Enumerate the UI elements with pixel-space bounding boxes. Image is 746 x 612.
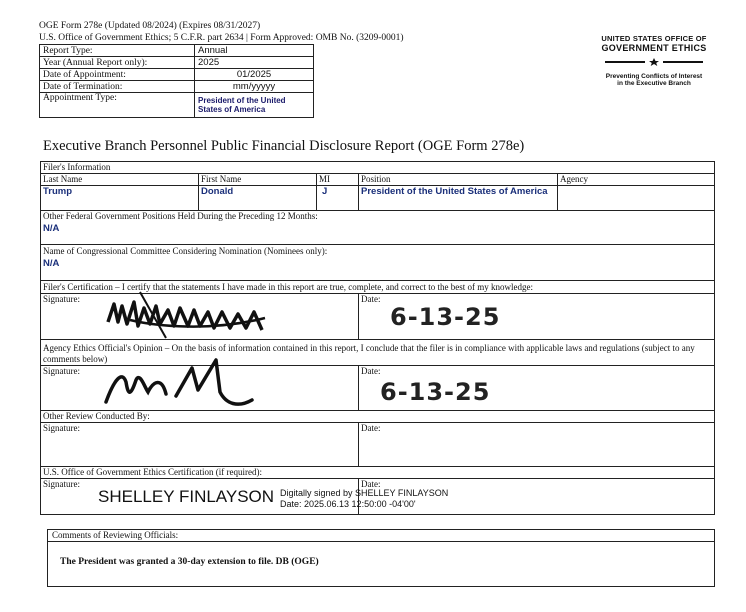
form-version-line: OGE Form 278e (Updated 08/2024) (Expires 08/31/2027) bbox=[39, 21, 261, 31]
comments-text: The President was granted a 30-day extension to file. DB (OGE) bbox=[60, 557, 319, 567]
logo-star-rule-icon bbox=[599, 58, 709, 66]
digital-signature-line-1: Digitally signed by SHELLEY FINLAYSON bbox=[280, 488, 449, 498]
filer-signature-icon bbox=[100, 282, 280, 340]
agency-omb-line: U.S. Office of Government Ethics; 5 C.F.R. part 2634 | Form Approved: OMB No. (3209-0001) bbox=[39, 33, 404, 43]
filer-date-value[interactable]: 6-13-25 bbox=[390, 303, 501, 331]
oge-certification-label: U.S. Office of Government Ethics Certification (if required): bbox=[43, 467, 263, 477]
committee-value[interactable]: N/A bbox=[43, 258, 60, 269]
appointment-date-label: Date of Appointment: bbox=[40, 69, 195, 81]
oge-logo bbox=[592, 34, 716, 87]
mi-value[interactable]: J bbox=[322, 186, 328, 197]
col-mi: MI bbox=[319, 174, 330, 184]
oge-signer-name: SHELLEY FINLAYSON bbox=[98, 487, 275, 506]
col-last-name: Last Name bbox=[43, 174, 83, 184]
logo-line-3: Preventing Conflicts of Interest bbox=[605, 73, 703, 80]
ethics-signature-icon bbox=[100, 350, 260, 412]
report-type-label: Report Type: bbox=[40, 45, 195, 57]
page-title: Executive Branch Personnel Public Financial Disclosure Report (OGE Form 278e) bbox=[43, 138, 525, 154]
other-review-label: Other Review Conducted By: bbox=[43, 411, 150, 421]
logo-line-2: GOVERNMENT ETHICS bbox=[601, 43, 707, 53]
committee-label: Name of Congressional Committee Considering Nomination (Nominees only): bbox=[43, 246, 328, 256]
termination-date-label: Date of Termination: bbox=[40, 81, 195, 93]
report-type-value[interactable]: Annual bbox=[195, 45, 314, 57]
report-meta-table bbox=[39, 44, 314, 118]
other-positions-label: Other Federal Government Positions Held During the Preceding 12 Months: bbox=[43, 211, 318, 221]
ethics-date-value[interactable]: 6-13-25 bbox=[380, 378, 491, 406]
oge-date-label: Date: bbox=[361, 479, 381, 489]
ethics-date-label: Date: bbox=[361, 366, 381, 376]
last-name-value[interactable]: Trump bbox=[43, 186, 73, 197]
appointment-type-value[interactable]: President of the United States of America bbox=[195, 93, 314, 118]
comments-label: Comments of Reviewing Officials: bbox=[52, 530, 179, 540]
filer-section-label: Filer's Information bbox=[43, 162, 111, 172]
filer-date-label: Date: bbox=[361, 294, 381, 304]
position-value[interactable]: President of the United States of America bbox=[361, 186, 548, 197]
digital-signature-line-2: Date: 2025.06.13 12:50:00 -04'00' bbox=[280, 499, 416, 509]
ethics-signature-label: Signature: bbox=[43, 366, 80, 376]
first-name-value[interactable]: Donald bbox=[201, 186, 234, 197]
col-first-name: First Name bbox=[201, 174, 242, 184]
ethics-opinion-text: Agency Ethics Official's Opinion – On the basis of information contained in this report, I conclude that the filer is in compliance with applicable laws and regulations (subject to any comments below) bbox=[43, 343, 695, 364]
year-value[interactable]: 2025 bbox=[195, 57, 314, 69]
year-label: Year (Annual Report only): bbox=[40, 57, 195, 69]
oge-signature-label: Signature: bbox=[43, 479, 80, 489]
logo-line-1: UNITED STATES OFFICE OF bbox=[601, 34, 707, 43]
col-position: Position bbox=[361, 174, 391, 184]
filer-signature-label: Signature: bbox=[43, 294, 80, 304]
logo-line-4: in the Executive Branch bbox=[617, 80, 691, 87]
digital-signature-block bbox=[280, 488, 448, 510]
appointment-type-label: Appointment Type: bbox=[40, 93, 195, 118]
termination-date-value[interactable]: mm/yyyyy bbox=[195, 81, 314, 93]
filer-certification-text: Filer's Certification – I certify that the statements I have made in this report are true, complete, and correct to the best of my knowledge: bbox=[43, 282, 533, 292]
appointment-date-value[interactable]: 01/2025 bbox=[195, 69, 314, 81]
col-agency: Agency bbox=[560, 174, 588, 184]
other-review-signature-label: Signature: bbox=[43, 423, 80, 433]
other-review-date-label: Date: bbox=[361, 423, 381, 433]
other-positions-value[interactable]: N/A bbox=[43, 223, 60, 234]
